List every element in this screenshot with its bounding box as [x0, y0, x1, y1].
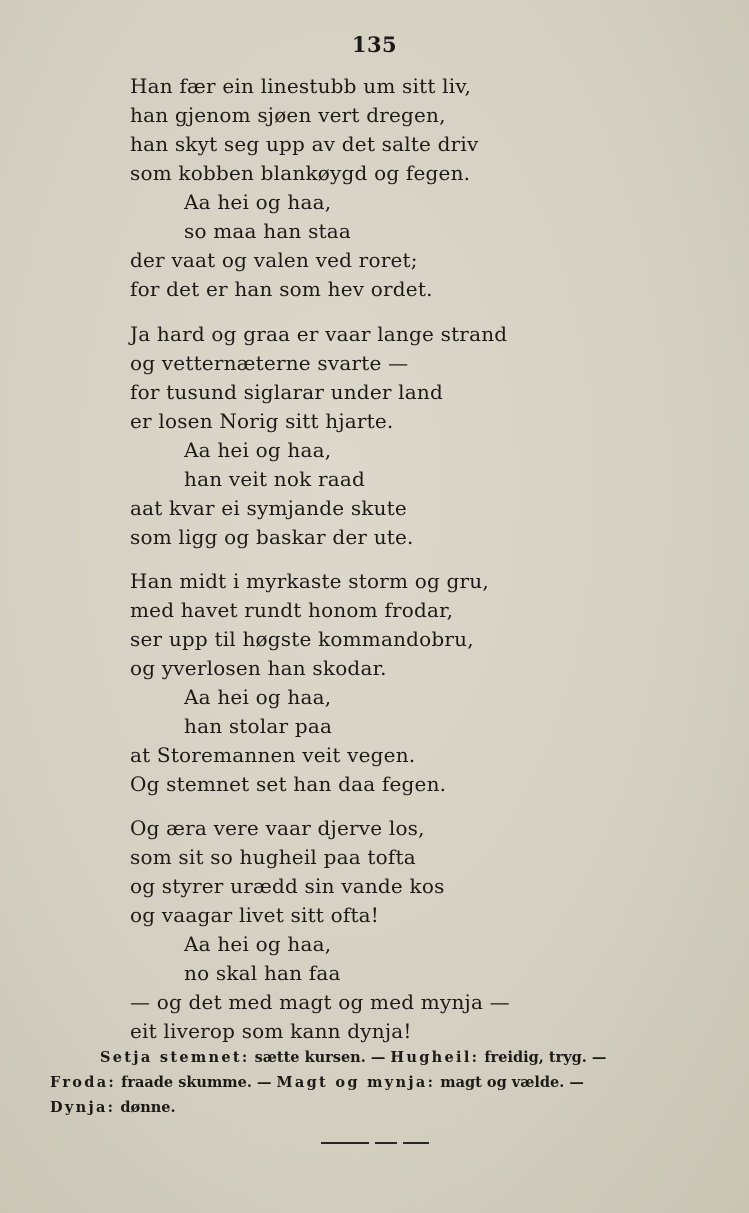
- note-dash: —: [370, 1049, 386, 1066]
- footnote-line-3: [50, 1095, 690, 1120]
- refrain-line: han stolar paa: [184, 714, 333, 738]
- end-ornament: [0, 1138, 749, 1148]
- footnote-line-1: [50, 1045, 690, 1070]
- refrain-line: Aa hei og haa,: [184, 932, 332, 956]
- footnote-line-2: [50, 1070, 690, 1095]
- poem-line: Og stemnet set han daa fegen.: [130, 772, 447, 796]
- refrain-line: no skal han faa: [184, 961, 341, 985]
- poem-line: Og æra vere vaar djerve los,: [130, 816, 425, 840]
- stanza-4: [130, 814, 650, 1046]
- poem-line: han gjenom sjøen vert dregen,: [130, 103, 446, 127]
- poem-line: Ja hard og graa er vaar lange strand: [130, 322, 508, 346]
- refrain-line: han veit nok raad: [184, 467, 365, 491]
- note-definition: dønne.: [120, 1099, 176, 1116]
- ornament-dash: [321, 1142, 369, 1144]
- poem-line: Han midt i myrkaste storm og gru,: [130, 569, 489, 593]
- stanza-2: [130, 320, 650, 552]
- note-definition: freidig, tryg.: [484, 1049, 587, 1066]
- poem-line: er losen Norig sitt hjarte.: [130, 409, 394, 433]
- page-number: 135: [351, 32, 398, 57]
- ornament-dash: [403, 1142, 429, 1144]
- note-definition: fraade skumme.: [121, 1074, 252, 1091]
- poem-line: aat kvar ei symjande skute: [130, 496, 407, 520]
- note-term: Magt og mynja:: [276, 1074, 436, 1091]
- poem-line: som ligg og baskar der ute.: [130, 525, 414, 549]
- poem-line: han skyt seg upp av det salte driv: [130, 132, 479, 156]
- poem-line: og vaagar livet sitt ofta!: [130, 903, 380, 927]
- refrain-line: Aa hei og haa,: [184, 685, 332, 709]
- poem-line: Han fær ein linestubb um sitt liv,: [130, 74, 472, 98]
- note-term: Hugheil:: [390, 1049, 480, 1066]
- refrain-line: Aa hei og haa,: [184, 438, 332, 462]
- poem-line: — og det med magt og med mynja —: [130, 990, 510, 1014]
- stanza-3: [130, 567, 650, 799]
- poem-line: for tusund siglarar under land: [130, 380, 443, 404]
- poem-line: med havet rundt honom frodar,: [130, 598, 454, 622]
- poem-line: ser upp til høgste kommandobru,: [130, 627, 474, 651]
- note-term: Setja stemnet:: [100, 1049, 250, 1066]
- footnotes: [50, 1045, 690, 1120]
- poem-line: der vaat og valen ved roret;: [130, 248, 418, 272]
- note-term: Froda:: [50, 1074, 117, 1091]
- poem-line: eit liverop som kann dynja!: [130, 1019, 412, 1043]
- poem-line: at Storemannen veit vegen.: [130, 743, 416, 767]
- note-definition: magt og vælde.: [440, 1074, 565, 1091]
- note-dash: —: [591, 1049, 607, 1066]
- stanza-1: [130, 72, 650, 304]
- poem-line: for det er han som hev ordet.: [130, 277, 433, 301]
- poem-line: som sit so hugheil paa tofta: [130, 845, 416, 869]
- poem-line: som kobben blankøygd og fegen.: [130, 161, 471, 185]
- poem-line: og styrer urædd sin vande kos: [130, 874, 445, 898]
- note-dash: —: [256, 1074, 272, 1091]
- note-term: Dynja:: [50, 1099, 116, 1116]
- refrain-line: so maa han staa: [184, 219, 352, 243]
- note-definition: sætte kursen.: [254, 1049, 366, 1066]
- refrain-line: Aa hei og haa,: [184, 190, 332, 214]
- ornament-dash: [375, 1142, 397, 1144]
- poem-line: og yverlosen han skodar.: [130, 656, 387, 680]
- poem-line: og vetternæterne svarte —: [130, 351, 409, 375]
- note-dash: —: [569, 1074, 584, 1091]
